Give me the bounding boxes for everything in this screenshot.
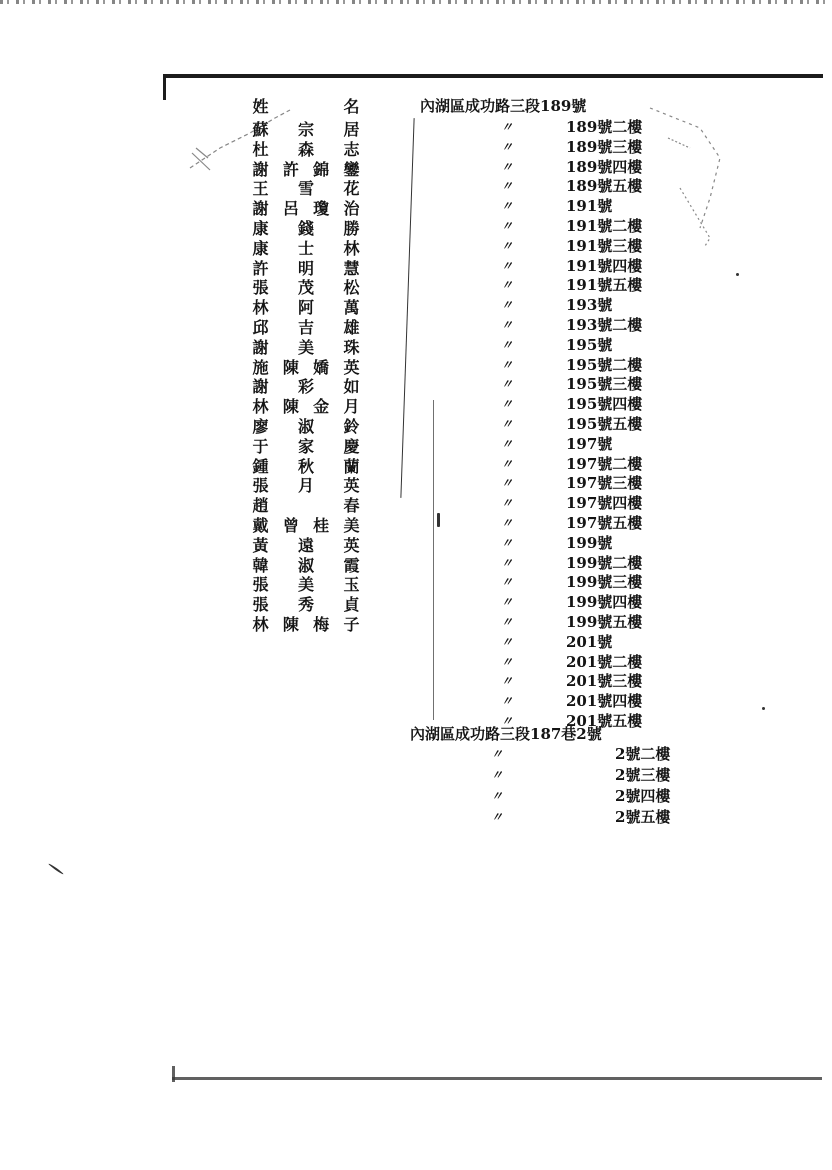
name-char: 如 <box>343 377 360 397</box>
name-char: 淑 <box>297 417 314 436</box>
name-char: 林 <box>252 298 269 318</box>
address-entry: 2號三樓 <box>615 766 671 784</box>
address-entry: 197號五樓 <box>566 514 643 532</box>
name-char: 茂 <box>297 278 314 298</box>
resident-name <box>252 258 360 279</box>
address-entry: 197號四樓 <box>566 494 643 513</box>
name-char: 松 <box>343 278 360 298</box>
name-char: 謝 <box>252 337 269 357</box>
ditto-mark: 〃 <box>500 357 513 372</box>
ditto-mark: 〃 <box>500 199 513 214</box>
scan-speck <box>437 513 440 527</box>
frame-line-bottom <box>172 1077 822 1080</box>
name-char: 彩 <box>297 377 314 397</box>
ditto-mark: 〃 <box>500 120 513 134</box>
name-char: 美 <box>343 516 360 535</box>
name-char: 勝 <box>343 219 360 238</box>
resident-name <box>252 396 360 417</box>
address-entry: 2號四樓 <box>615 787 671 805</box>
ditto-mark: 〃 <box>500 219 513 233</box>
name-char: 月 <box>343 397 360 417</box>
name-char: 鈴 <box>343 417 360 436</box>
resident-name <box>252 594 360 615</box>
name-char: 于 <box>252 436 269 456</box>
resident-name <box>252 337 360 358</box>
name-char: 居 <box>343 120 360 139</box>
name-char: 錦 <box>313 159 330 179</box>
name-char: 遠 <box>297 535 314 555</box>
name-char: 英 <box>343 357 360 377</box>
address-entry: 191號二樓 <box>566 217 643 235</box>
name-char: 阿 <box>297 298 314 318</box>
address-entry: 195號四樓 <box>566 395 643 414</box>
name-char: 美 <box>297 337 314 357</box>
resident-name <box>252 159 360 180</box>
address-entry: 201號二樓 <box>566 652 643 671</box>
name-char: 施 <box>252 357 269 377</box>
address-entry: 189號三樓 <box>566 137 643 156</box>
name-char: 張 <box>252 575 269 595</box>
name-char: 桂 <box>313 516 330 535</box>
address-entry: 201號 <box>566 632 613 651</box>
name-char: 錢 <box>297 219 314 238</box>
name-char: 雄 <box>343 318 360 337</box>
name-char: 姓 <box>252 97 269 116</box>
name-char: 子 <box>343 615 360 634</box>
address-entry: 199號三樓 <box>566 573 643 592</box>
name-char: 許 <box>252 258 269 278</box>
resident-name <box>252 456 360 477</box>
name-char: 花 <box>343 179 360 199</box>
name-char: 月 <box>297 476 314 496</box>
name-char: 家 <box>297 436 314 456</box>
name-char: 康 <box>252 238 269 258</box>
ditto-mark: 〃 <box>500 318 513 332</box>
name-char: 瓊 <box>313 199 330 219</box>
address-entry: 193號二樓 <box>566 316 643 334</box>
resident-name <box>252 178 360 199</box>
ditto-mark: 〃 <box>500 337 513 352</box>
resident-name <box>252 416 360 437</box>
ditto-mark: 〃 <box>500 555 513 570</box>
resident-name <box>252 119 360 140</box>
address-entry: 2號五樓 <box>615 808 671 826</box>
address-entry: 191號三樓 <box>566 236 643 255</box>
name-char: 英 <box>343 476 360 496</box>
name-char: 黃 <box>252 535 269 555</box>
name-char: 淑 <box>297 555 314 575</box>
name-char: 謝 <box>252 159 269 179</box>
name-char: 陳 <box>282 397 299 417</box>
address-entry: 201號五樓 <box>566 712 643 730</box>
name-char: 嬌 <box>313 357 330 377</box>
resident-name <box>252 238 360 259</box>
resident-name <box>252 376 360 397</box>
scan-speck <box>762 707 765 710</box>
name-char: 趙 <box>252 496 269 516</box>
name-char: 呂 <box>282 199 299 219</box>
frame-line-top <box>163 74 823 78</box>
ditto-mark: 〃 <box>500 595 513 610</box>
name-char: 王 <box>252 179 269 199</box>
name-char: 林 <box>252 397 269 417</box>
resident-name <box>252 436 360 457</box>
ditto-mark: 〃 <box>500 397 513 412</box>
address-entry: 197號 <box>566 434 613 453</box>
name-char: 秀 <box>297 595 314 615</box>
name-char: 雪 <box>297 179 314 199</box>
ditto-mark: 〃 <box>490 768 503 782</box>
address-header: 內湖區成功路三段189號 <box>420 97 587 115</box>
address-header-alt: 內湖區成功路三段187巷2號 <box>410 725 602 743</box>
ditto-mark: 〃 <box>500 654 513 669</box>
address-entry: 195號 <box>566 335 613 354</box>
ditto-mark: 〃 <box>490 789 503 803</box>
ditto-mark: 〃 <box>500 476 513 491</box>
name-char: 蘭 <box>343 456 360 476</box>
ditto-mark: 〃 <box>490 747 503 761</box>
resident-name <box>252 495 360 516</box>
ditto-mark: 〃 <box>500 258 513 273</box>
name-char: 林 <box>343 238 360 258</box>
name-char: 韓 <box>252 555 269 575</box>
name-char: 許 <box>282 159 299 179</box>
ditto-mark: 〃 <box>500 298 513 313</box>
name-char: 廖 <box>252 417 269 436</box>
name-char: 宗 <box>297 120 314 139</box>
address-entry: 189號四樓 <box>566 157 643 176</box>
name-char: 慶 <box>343 436 360 456</box>
name-char: 萬 <box>343 298 360 318</box>
ditto-mark: 〃 <box>500 159 513 174</box>
resident-name <box>252 198 360 219</box>
resident-name <box>252 357 360 378</box>
address-entry: 191號 <box>566 197 613 216</box>
name-column-header <box>252 96 360 117</box>
address-entry: 199號四樓 <box>566 593 643 612</box>
ditto-mark: 〃 <box>500 694 513 709</box>
name-char: 士 <box>297 238 314 258</box>
name-char: 治 <box>343 199 360 219</box>
name-char: 珠 <box>343 337 360 357</box>
ditto-mark: 〃 <box>500 377 513 392</box>
ditto-mark: 〃 <box>500 278 513 293</box>
name-char: 貞 <box>343 595 360 615</box>
address-entry: 195號三樓 <box>566 375 643 394</box>
ditto-mark: 〃 <box>500 615 513 629</box>
address-entry: 197號二樓 <box>566 454 643 473</box>
address-entry: 191號五樓 <box>566 276 643 295</box>
name-char: 曾 <box>282 516 299 535</box>
ditto-mark: 〃 <box>500 674 513 689</box>
name-char: 謝 <box>252 377 269 397</box>
address-entry: 189號二樓 <box>566 118 643 136</box>
address-entry: 199號 <box>566 533 613 552</box>
name-char: 康 <box>252 219 269 238</box>
ditto-mark: 〃 <box>500 417 513 431</box>
name-char: 戴 <box>252 516 269 535</box>
address-entry: 201號四樓 <box>566 692 643 711</box>
name-char: 春 <box>343 496 360 516</box>
address-entry: 197號三樓 <box>566 474 643 493</box>
address-entry: 193號 <box>566 296 613 315</box>
address-entry: 2號二樓 <box>615 745 671 763</box>
scan-speck <box>736 273 739 276</box>
name-char: 陳 <box>282 357 299 377</box>
name-char: 謝 <box>252 199 269 219</box>
ditto-mark: 〃 <box>500 238 513 253</box>
name-char: 杜 <box>252 139 269 159</box>
name-char: 秋 <box>297 456 314 476</box>
name-char: 美 <box>297 575 314 595</box>
name-char: 森 <box>297 139 314 159</box>
address-entry: 199號二樓 <box>566 553 643 572</box>
resident-name <box>252 317 360 338</box>
ditto-mark: 〃 <box>500 139 513 154</box>
ditto-mark: 〃 <box>500 496 513 511</box>
resident-name <box>252 277 360 298</box>
resident-name <box>252 614 360 635</box>
name-char: 張 <box>252 476 269 496</box>
name-char: 邱 <box>252 318 269 337</box>
ditto-mark: 〃 <box>500 436 513 451</box>
name-char: 吉 <box>297 318 314 337</box>
address-entry: 201號三樓 <box>566 672 643 691</box>
ditto-mark: 〃 <box>500 516 513 530</box>
resident-name <box>252 218 360 239</box>
resident-name <box>252 297 360 318</box>
name-char: 鍾 <box>252 456 269 476</box>
resident-name <box>252 139 360 160</box>
frame-corner-bottom-left <box>172 1066 175 1082</box>
address-entry: 195號五樓 <box>566 415 643 433</box>
name-char: 蘇 <box>252 120 269 139</box>
ditto-mark: 〃 <box>500 456 513 471</box>
address-entry: 189號五樓 <box>566 177 643 196</box>
column-divider-lower <box>433 400 434 720</box>
name-char: 英 <box>343 535 360 555</box>
name-char: 張 <box>252 278 269 298</box>
name-char: 明 <box>297 258 314 278</box>
address-entry: 199號五樓 <box>566 613 643 631</box>
ditto-mark: 〃 <box>500 179 513 194</box>
name-char: 慧 <box>343 258 360 278</box>
scan-speck <box>48 863 64 875</box>
address-entry: 191號四樓 <box>566 256 643 275</box>
name-char: 鑾 <box>343 159 360 179</box>
name-char: 玉 <box>343 575 360 595</box>
name-char: 志 <box>343 139 360 159</box>
name-char: 霞 <box>343 555 360 575</box>
resident-name <box>252 555 360 576</box>
name-char: 名 <box>343 97 360 116</box>
ditto-mark: 〃 <box>500 634 513 649</box>
name-char: 林 <box>252 615 269 634</box>
resident-name <box>252 574 360 595</box>
resident-name <box>252 535 360 556</box>
resident-name <box>252 475 360 496</box>
ditto-mark: 〃 <box>490 810 503 824</box>
name-char: 金 <box>313 397 330 417</box>
frame-line-left <box>163 74 166 100</box>
resident-name <box>252 515 360 536</box>
ditto-mark: 〃 <box>500 575 513 590</box>
address-entry: 195號二樓 <box>566 355 643 374</box>
name-char: 陳 <box>282 615 299 634</box>
ditto-mark: 〃 <box>500 535 513 550</box>
name-char: 張 <box>252 595 269 615</box>
name-char: 梅 <box>313 615 330 634</box>
scan-noise-top <box>0 0 832 4</box>
ditto-mark: 〃 <box>500 714 513 728</box>
